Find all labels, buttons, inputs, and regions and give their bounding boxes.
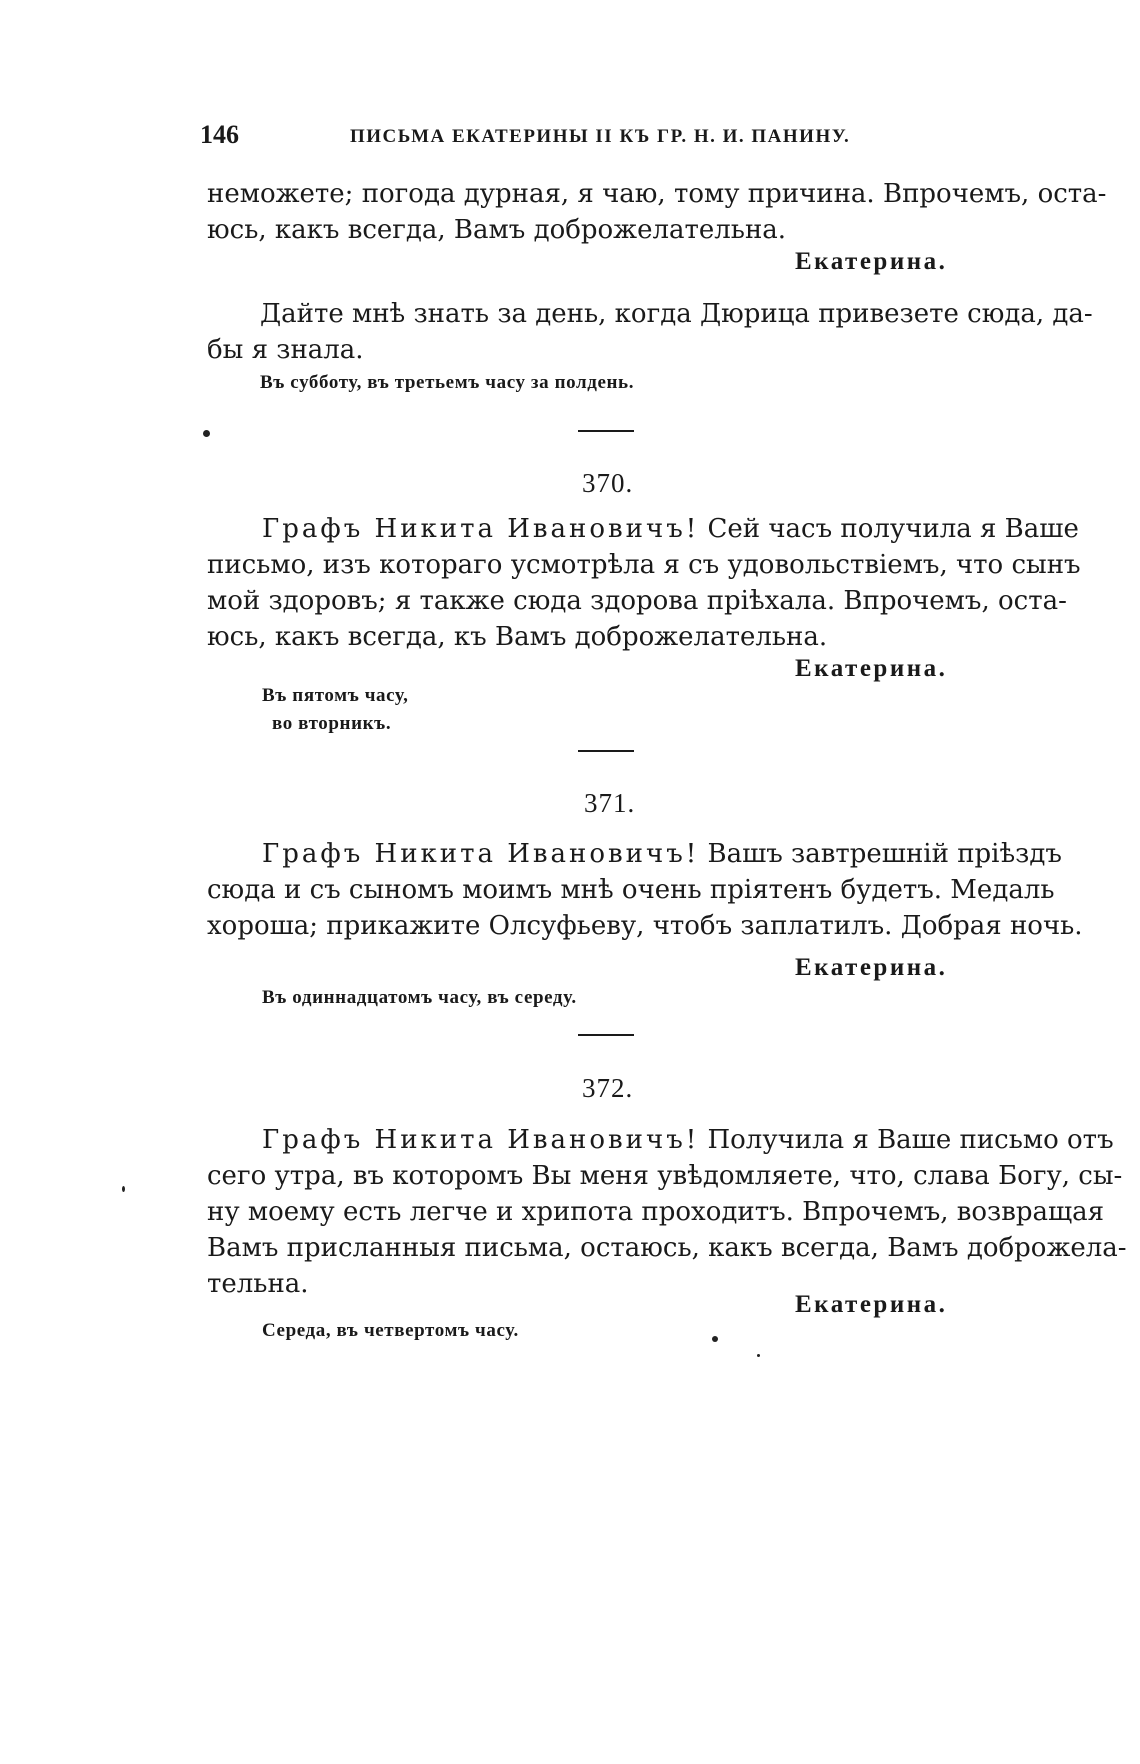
page-number: 146 bbox=[200, 120, 239, 149]
continuation-line-2: юсь, какъ всегда, Вамъ доброжелательна. bbox=[207, 215, 787, 245]
letter-line: Вамъ присланныя письма, остаюсь, какъ всегда, Вамъ доброжела- bbox=[207, 1233, 1127, 1263]
continuation-line-1: неможете; погода дурная, я чаю, тому причина. Впрочемъ, оста- bbox=[207, 179, 1107, 209]
letter-line: хороша; прикажите Олсуфьеву, чтобъ заплатилъ. Добрая ночь. bbox=[207, 911, 1083, 941]
postscript-line-2: бы я знала. bbox=[207, 335, 364, 365]
section-divider bbox=[578, 1034, 634, 1036]
salutation: Графъ Никита Ивановичъ! bbox=[262, 514, 700, 544]
running-title: ПИСЬМА ЕКАТЕРИНЫ II КЪ ГР. Н. И. ПАНИНУ. bbox=[350, 126, 851, 147]
date-note: Въ субботу, въ третьемъ часу за полдень. bbox=[260, 372, 635, 393]
ink-speck bbox=[122, 1186, 125, 1192]
section-divider bbox=[578, 750, 634, 752]
signature: Екатерина. bbox=[795, 1291, 948, 1318]
ink-speck bbox=[712, 1336, 718, 1342]
date-note-line-2: во вторникъ. bbox=[272, 713, 392, 734]
first-line-text: Вашъ завтрешній пріѣздъ bbox=[707, 839, 1062, 869]
first-line-text: Получила я Ваше письмо отъ bbox=[707, 1125, 1114, 1155]
letter-line: письмо, изъ котораго усмотрѣла я съ удовольствіемъ, что сынъ bbox=[207, 550, 1081, 580]
date-note: Въ одиннадцатомъ часу, въ середу. bbox=[262, 987, 577, 1008]
date-note-line-1: Въ пятомъ часу, bbox=[262, 685, 409, 706]
signature: Екатерина. bbox=[795, 655, 948, 682]
letter-number: 371. bbox=[584, 788, 636, 818]
signature: Екатерина. bbox=[795, 954, 948, 981]
ink-speck bbox=[203, 430, 210, 437]
postscript-line-1: Дайте мнѣ знать за день, когда Дюрица привезете сюда, да- bbox=[260, 299, 1093, 329]
date-note: Середа, въ четвертомъ часу. bbox=[262, 1320, 519, 1341]
letter-line: ну моему есть легче и хрипота проходитъ. Впрочемъ, возвращая bbox=[207, 1197, 1105, 1227]
letter-line: сего утра, въ которомъ Вы меня увѣдомляете, что, слава Богу, сы- bbox=[207, 1161, 1123, 1191]
letter-line: юсь, какъ всегда, къ Вамъ доброжелательна. bbox=[207, 622, 828, 652]
ink-speck bbox=[757, 1354, 760, 1357]
section-divider bbox=[578, 430, 634, 432]
letter-number: 372. bbox=[582, 1073, 634, 1103]
signature: Екатерина. bbox=[795, 248, 948, 275]
letter-number: 370. bbox=[582, 468, 634, 498]
letter-first-line bbox=[262, 511, 1079, 547]
letter-line: тельна. bbox=[207, 1269, 309, 1299]
salutation: Графъ Никита Ивановичъ! bbox=[262, 839, 700, 869]
letter-line: сюда и съ сыномъ моимъ мнѣ очень пріятенъ будетъ. Медаль bbox=[207, 875, 1055, 905]
letter-first-line bbox=[262, 1122, 1114, 1158]
letter-line: мой здоровъ; я также сюда здорова пріѣхала. Впрочемъ, оста- bbox=[207, 586, 1067, 616]
first-line-text: Сей часъ получила я Ваше bbox=[707, 514, 1079, 544]
letter-first-line bbox=[262, 836, 1062, 872]
salutation: Графъ Никита Ивановичъ! bbox=[262, 1125, 700, 1155]
